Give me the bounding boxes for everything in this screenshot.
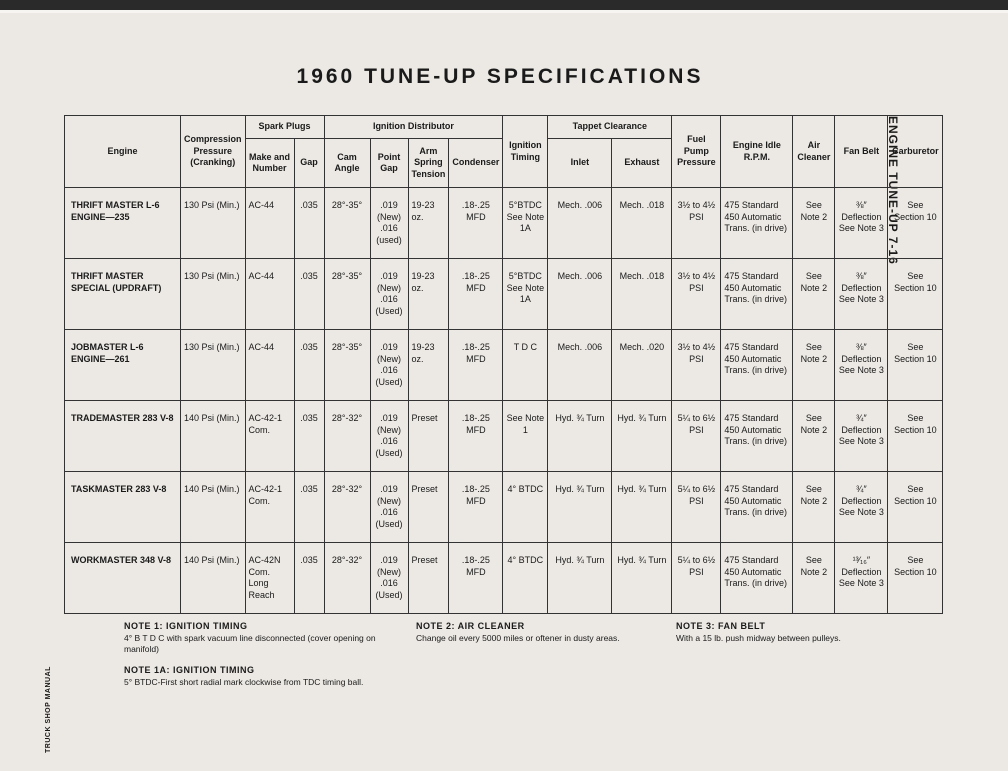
cell-arm: 19-23 oz.: [408, 330, 449, 401]
cell-arm: 19-23 oz.: [408, 259, 449, 330]
cell-idle: 475 Standard 450 Automatic Trans. (in drive): [721, 543, 793, 614]
cell-engine: WORKMASTER 348 V-8: [65, 543, 181, 614]
cell-gap: .035: [294, 330, 324, 401]
header-air-cleaner: Air Cleaner: [793, 116, 835, 188]
cell-condenser: .18-.25 MFD: [449, 259, 503, 330]
cell-fuel: 5¼ to 6½ PSI: [672, 543, 721, 614]
header-ignition-timing: Ignition Timing: [503, 116, 548, 188]
cell-carb: See Section 10: [888, 259, 943, 330]
cell-fuel: 3½ to 4½ PSI: [672, 259, 721, 330]
cell-cam: 28°-32°: [324, 401, 370, 472]
cell-exhaust: Mech. .018: [612, 259, 672, 330]
cell-engine: THRIFT MASTER SPECIAL (UPDRAFT): [65, 259, 181, 330]
cell-arm: Preset: [408, 472, 449, 543]
cell-air: See Note 2: [793, 401, 835, 472]
cell-exhaust: Hyd. ¾ Turn: [612, 401, 672, 472]
cell-inlet: Mech. .006: [548, 259, 612, 330]
header-fan-belt: Fan Belt: [835, 116, 888, 188]
header-make-number: Make and Number: [245, 139, 294, 188]
cell-carb: See Section 10: [888, 188, 943, 259]
cell-point: .019 (New) .016 (Used): [370, 330, 408, 401]
cell-condenser: .18-.25 MFD: [449, 188, 503, 259]
cell-compression: 140 Psi (Min.): [181, 401, 246, 472]
cell-idle: 475 Standard 450 Automatic Trans. (in drive): [721, 259, 793, 330]
cell-gap: .035: [294, 188, 324, 259]
note-2-title: NOTE 2: AIR CLEANER: [416, 621, 525, 631]
header-inlet: Inlet: [548, 139, 612, 188]
cell-fan: ⅜″ Deflection See Note 3: [835, 188, 888, 259]
note-2: [416, 621, 656, 644]
cell-fan: ⅜″ Deflection See Note 3: [835, 330, 888, 401]
cell-exhaust: Mech. .020: [612, 330, 672, 401]
cell-fan: ¾″ Deflection See Note 3: [835, 472, 888, 543]
cell-condenser: .18-.25 MFD: [449, 330, 503, 401]
cell-engine: TRADEMASTER 283 V-8: [65, 401, 181, 472]
header-gap: Gap: [294, 139, 324, 188]
cell-exhaust: Hyd. ¾ Turn: [612, 472, 672, 543]
cell-point: .019 (New) .016 (used): [370, 188, 408, 259]
cell-air: See Note 2: [793, 188, 835, 259]
header-carburetor: Carburetor: [888, 116, 943, 188]
cell-gap: .035: [294, 472, 324, 543]
header-exhaust: Exhaust: [612, 139, 672, 188]
section-tab-label: ENGINE TUNE-UP 7-16: [886, 116, 900, 265]
cell-condenser: .18-.25 MFD: [449, 401, 503, 472]
cell-engine: JOBMASTER L-6 ENGINE—261: [65, 330, 181, 401]
header-engine: Engine: [65, 116, 181, 188]
cell-arm: Preset: [408, 401, 449, 472]
cell-air: See Note 2: [793, 330, 835, 401]
cell-idle: 475 Standard 450 Automatic Trans. (in drive): [721, 330, 793, 401]
tune-up-spec-table: [64, 115, 943, 614]
cell-condenser: .18-.25 MFD: [449, 543, 503, 614]
note-3-text: With a 15 lb. push midway between pulleys.: [676, 633, 841, 643]
cell-air: See Note 2: [793, 543, 835, 614]
header-ignition-distributor: Ignition Distributor: [324, 116, 503, 139]
cell-carb: See Section 10: [888, 401, 943, 472]
cell-inlet: Hyd. ¾ Turn: [548, 401, 612, 472]
cell-fan: ⅜″ Deflection See Note 3: [835, 259, 888, 330]
cell-timing: 5°BTDC See Note 1A: [503, 259, 548, 330]
cell-exhaust: Hyd. ¾ Turn: [612, 543, 672, 614]
cell-fuel: 5¼ to 6½ PSI: [672, 472, 721, 543]
cell-air: See Note 2: [793, 472, 835, 543]
table-row: [65, 188, 943, 259]
header-point-gap: Point Gap: [370, 139, 408, 188]
note-1-text: 4° B T D C with spark vacuum line disconnected (cover opening on manifold): [124, 633, 376, 654]
note-1-title: NOTE 1: IGNITION TIMING: [124, 621, 248, 631]
table-row: [65, 543, 943, 614]
cell-carb: See Section 10: [888, 330, 943, 401]
cell-timing: 4° BTDC: [503, 472, 548, 543]
table-row: [65, 472, 943, 543]
cell-air: See Note 2: [793, 259, 835, 330]
cell-cam: 28°-35°: [324, 188, 370, 259]
header-spark-plugs: Spark Plugs: [245, 116, 324, 139]
manual-page: [0, 10, 1008, 771]
cell-compression: 130 Psi (Min.): [181, 330, 246, 401]
header-idle-rpm: Engine Idle R.P.M.: [721, 116, 793, 188]
cell-idle: 475 Standard 450 Automatic Trans. (in drive): [721, 401, 793, 472]
cell-gap: .035: [294, 259, 324, 330]
note-3: [676, 621, 896, 644]
cell-engine: TASKMASTER 283 V-8: [65, 472, 181, 543]
cell-idle: 475 Standard 450 Automatic Trans. (in drive): [721, 472, 793, 543]
cell-point: .019 (New) .016 (Used): [370, 472, 408, 543]
cell-make: AC-42-1 Com.: [245, 401, 294, 472]
cell-compression: 130 Psi (Min.): [181, 188, 246, 259]
cell-arm: 19-23 oz.: [408, 188, 449, 259]
cell-inlet: Mech. .006: [548, 188, 612, 259]
cell-inlet: Hyd. ¾ Turn: [548, 543, 612, 614]
note-1a: [124, 665, 379, 688]
cell-point: .019 (New) .016 (Used): [370, 401, 408, 472]
cell-timing: See Note 1: [503, 401, 548, 472]
cell-cam: 28°-32°: [324, 472, 370, 543]
note-1a-title: NOTE 1A: IGNITION TIMING: [124, 665, 255, 675]
cell-gap: .035: [294, 543, 324, 614]
table-row: [65, 259, 943, 330]
cell-fuel: 5¼ to 6½ PSI: [672, 401, 721, 472]
cell-compression: 140 Psi (Min.): [181, 472, 246, 543]
cell-make: AC-44: [245, 259, 294, 330]
cell-make: AC-42N Com. Long Reach: [245, 543, 294, 614]
cell-arm: Preset: [408, 543, 449, 614]
cell-engine: THRIFT MASTER L-6 ENGINE—235: [65, 188, 181, 259]
cell-timing: 4° BTDC: [503, 543, 548, 614]
cell-cam: 28°-35°: [324, 330, 370, 401]
manual-name-label: TRUCK SHOP MANUAL: [45, 666, 52, 753]
header-compression: Compression Pressure (Cranking): [181, 116, 246, 188]
cell-carb: See Section 10: [888, 543, 943, 614]
note-1: [124, 621, 379, 655]
cell-timing: T D C: [503, 330, 548, 401]
note-2-text: Change oil every 5000 miles or oftener in dusty areas.: [416, 633, 620, 643]
cell-timing: 5°BTDC See Note 1A: [503, 188, 548, 259]
cell-fuel: 3½ to 4½ PSI: [672, 330, 721, 401]
cell-cam: 28°-32°: [324, 543, 370, 614]
cell-make: AC-44: [245, 188, 294, 259]
cell-make: AC-42-1 Com.: [245, 472, 294, 543]
header-tappet-clearance: Tappet Clearance: [548, 116, 672, 139]
cell-exhaust: Mech. .018: [612, 188, 672, 259]
note-1a-text: 5° BTDC-First short radial mark clockwise from TDC timing ball.: [124, 677, 364, 687]
header-condenser: Condenser: [449, 139, 503, 188]
note-3-title: NOTE 3: FAN BELT: [676, 621, 766, 631]
cell-condenser: .18-.25 MFD: [449, 472, 503, 543]
cell-idle: 475 Standard 450 Automatic Trans. (in drive): [721, 188, 793, 259]
header-cam-angle: Cam Angle: [324, 139, 370, 188]
cell-fan: ¹³⁄₁₆″ Deflection See Note 3: [835, 543, 888, 614]
cell-point: .019 (New) .016 (Used): [370, 259, 408, 330]
cell-fan: ¾″ Deflection See Note 3: [835, 401, 888, 472]
table-row: [65, 330, 943, 401]
cell-compression: 140 Psi (Min.): [181, 543, 246, 614]
header-fuel-pump: Fuel Pump Pressure: [672, 116, 721, 188]
cell-cam: 28°-35°: [324, 259, 370, 330]
table-row: [65, 401, 943, 472]
cell-compression: 130 Psi (Min.): [181, 259, 246, 330]
cell-inlet: Mech. .006: [548, 330, 612, 401]
header-arm-spring: Arm Spring Tension: [408, 139, 449, 188]
cell-inlet: Hyd. ¾ Turn: [548, 472, 612, 543]
cell-make: AC-44: [245, 330, 294, 401]
cell-gap: .035: [294, 401, 324, 472]
cell-point: .019 (New) .016 (Used): [370, 543, 408, 614]
cell-carb: See Section 10: [888, 472, 943, 543]
cell-fuel: 3½ to 4½ PSI: [672, 188, 721, 259]
page-title: 1960 TUNE-UP SPECIFICATIONS: [296, 65, 704, 88]
